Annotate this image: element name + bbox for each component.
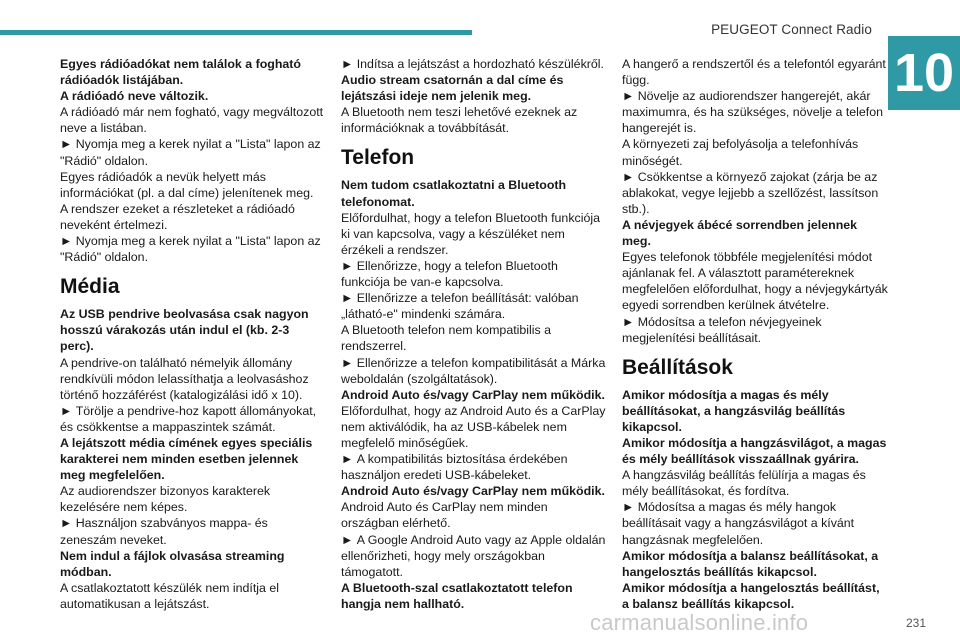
header-accent-rule: [0, 30, 472, 35]
action-bullet: ► Indítsa a lejátszást a hordozható készülékről.: [341, 56, 607, 72]
action-bullet: ► Nyomja meg a kerek nyilat a "Lista" lapon az "Rádió" oldalon.: [60, 136, 326, 168]
problem-statement: Nem tudom csatlakoztatni a Bluetooth telefonomat.: [341, 178, 567, 209]
body-paragraph: A pendrive-on található némelyik állomány rendkívüli módon lelassíthatja a leolvasáshoz történő hozzáférést (katalogizálási idő x 10).: [60, 355, 309, 402]
problem-statement: Audio stream csatornán a dal címe és lejátszási ideje nem jelenik meg.: [341, 73, 564, 104]
body-paragraph: Előfordulhat, hogy a telefon Bluetooth funkciója ki van kapcsolva, vagy a készüléket nem érzékeli a rendszer.: [341, 210, 601, 257]
action-bullet: ► A kompatibilitás biztosítása érdekében használjon eredeti USB-kábeleket.: [341, 451, 607, 483]
body-paragraph: A csatlakoztatott készülék nem indítja el automatikusan a lejátszást.: [60, 580, 280, 611]
action-bullet: ► Növelje az audiorendszer hangerejét, akár maximumra, és ha szükséges, növelje a telefon hangerejét is.: [622, 88, 888, 136]
action-bullet: ► Ellenőrizze a telefon beállítását: valóban „látható-e" mindenki számára.: [341, 290, 607, 322]
body-paragraph: A Bluetooth nem teszi lehetővé ezeknek az információknak a továbbítását.: [341, 105, 578, 136]
problem-statement: Amikor módosítja a magas és mély beállításokat, a hangzásvilág beállítás kikapcsol.: [622, 387, 846, 434]
action-bullet: ► Módosítsa a telefon névjegyeinek megjelenítési beállításait.: [622, 314, 888, 346]
chapter-number-badge: 10: [888, 36, 960, 110]
body-paragraph: A hangerő a rendszertől és a telefontól egyaránt függ.: [622, 57, 886, 88]
column-left: [60, 56, 326, 616]
problem-statement: A lejátszott média címének egyes speciális karakterei nem minden esetben jelennek meg megfelelően.: [60, 435, 313, 483]
action-bullet: ► Ellenőrizze a telefon kompatibilitását a Márka weboldalán (szolgáltatások).: [341, 355, 607, 387]
column-right: [622, 56, 888, 616]
section-heading: Média: [60, 275, 120, 299]
watermark-text: carmanualsonline.info: [590, 610, 809, 635]
running-header-title: PEUGEOT Connect Radio: [711, 22, 872, 37]
problem-statement: A rádióadó neve változik.: [60, 89, 209, 104]
section-heading: Beállítások: [622, 355, 733, 379]
body-paragraph: Egyes rádióadók a nevük helyett más információkat (pl. a dal címe) jelenítenek meg.: [60, 169, 314, 200]
page-number: 231: [905, 616, 926, 630]
action-bullet: ► Csökkentse a környező zajokat (zárja be az ablakokat, vegye lejjebb a szellőzést, lassítson stb.).: [622, 169, 888, 217]
body-paragraph: A rádióadó már nem fogható, vagy megváltozott neve a listában.: [60, 105, 324, 136]
action-bullet: ► Módosítsa a magas és mély hangok beállításait vagy a hangzásvilágot a kívánt hangzásnak megfelelően.: [622, 499, 888, 547]
problem-statement: A névjegyek ábécé sorrendben jelennek meg.: [622, 217, 858, 249]
body-paragraph: A hangzásvilág beállítás felülírja a magas és mély beállításokat, és fordítva.: [622, 468, 866, 499]
body-paragraph: Előfordulhat, hogy az Android Auto és a CarPlay nem aktiválódik, ha az USB-kábelek nem megfelelő minőségűek.: [341, 403, 606, 450]
problem-statement: Nem indul a fájlok olvasása streaming módban.: [60, 548, 285, 579]
section-heading: Telefon: [341, 146, 415, 170]
action-bullet: ► Használjon szabványos mappa- és zeneszám neveket.: [60, 515, 326, 547]
body-paragraph: Az audiorendszer bizonyos karakterek kezelésére nem képes.: [60, 484, 271, 515]
body-paragraph: A környezeti zaj befolyásolja a telefonhívás minőségét.: [622, 137, 859, 168]
body-paragraph: A Bluetooth telefon nem kompatibilis a rendszerrel.: [341, 323, 552, 354]
action-bullet: ► Törölje a pendrive-hoz kapott állományokat, és csökkentse a mappaszintek számát.: [60, 403, 326, 435]
body-paragraph: A rendszer ezeket a részleteket a rádióadó neveként értelmezi.: [60, 201, 295, 232]
text-columns: [60, 56, 888, 616]
action-bullet: ► Nyomja meg a kerek nyilat a "Lista" lapon az "Rádió" oldalon.: [60, 233, 326, 265]
action-bullet: ► Ellenőrizze, hogy a telefon Bluetooth funkciója be van-e kapcsolva.: [341, 258, 607, 290]
action-bullet: ► A Google Android Auto vagy az Apple oldalán ellenőrizheti, hogy mely országokban támogatott.: [341, 532, 607, 580]
problem-statement: Amikor módosítja a balansz beállításokat, a hangelosztás beállítás kikapcsol.: [622, 548, 879, 579]
body-paragraph: Android Auto és CarPlay nem minden országban elérhető.: [341, 500, 548, 531]
problem-statement: Android Auto és/vagy CarPlay nem működik.: [341, 484, 605, 499]
problem-statement: Amikor módosítja a hangelosztás beállítást, a balansz beállítás kikapcsol.: [622, 580, 880, 611]
problem-statement: Egyes rádióadókat nem találok a fogható rádióadók listájában.: [60, 57, 301, 88]
problem-statement: Amikor módosítja a hangzásvilágot, a magas és mély beállítások visszaállnak gyárira.: [622, 435, 887, 467]
problem-statement: A Bluetooth-szal csatlakoztatott telefon hangja nem hallható.: [341, 580, 573, 611]
problem-statement: Az USB pendrive beolvasása csak nagyon hosszú várakozás után indul el (kb. 2-3 perc).: [60, 307, 309, 354]
column-middle: [341, 56, 607, 616]
body-paragraph: Egyes telefonok többféle megjelenítési módot ajánlanak fel. A választott paramétereknek megfelelően előfordulhat, hogy a névjegykártyák egyedi sorrendben kerülnek átvételre.: [622, 250, 888, 313]
problem-statement: Android Auto és/vagy CarPlay nem működik.: [341, 387, 605, 402]
